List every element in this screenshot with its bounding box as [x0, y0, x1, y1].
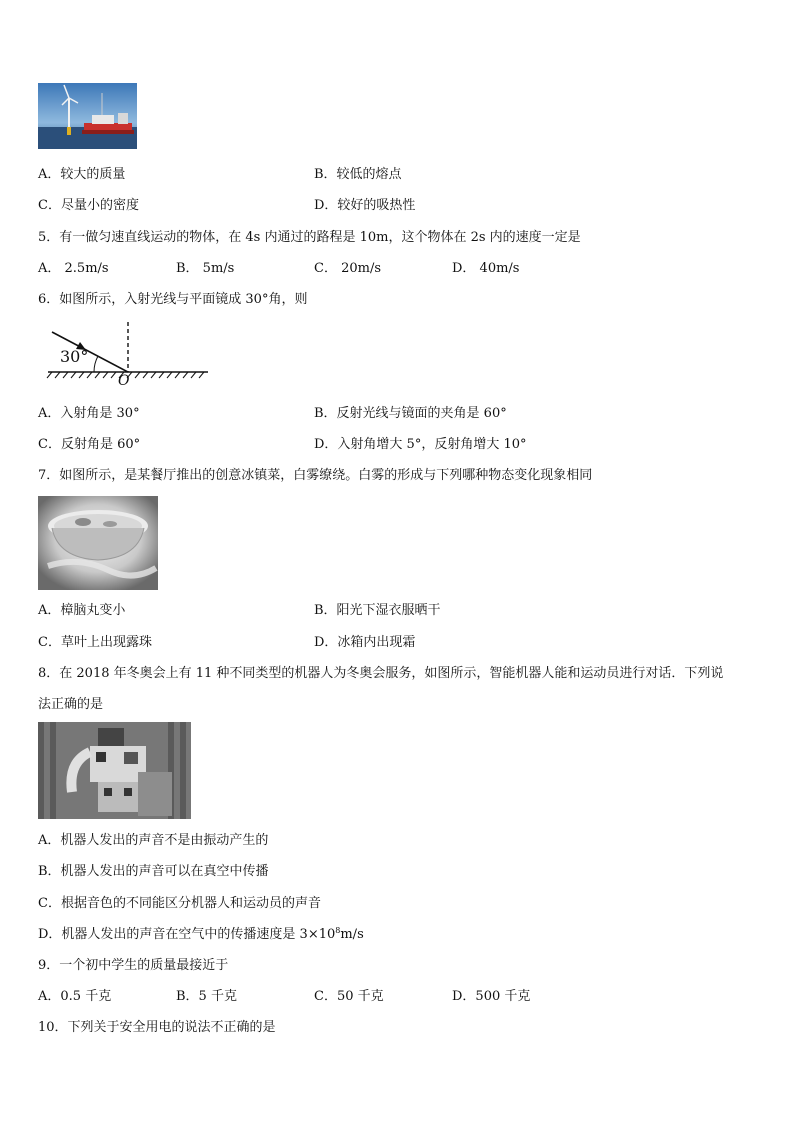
- q8-option-a: A．机器人发出的声音不是由振动产生的: [38, 833, 269, 848]
- q5-stem: 5．有一做匀速直线运动的物体，在 4s 内通过的路程是 10m，这个物体在 2s 内的速度一定是: [38, 230, 581, 245]
- q7-option-c: C．草叶上出现露珠: [38, 635, 152, 650]
- q6-angle-label: 30°: [60, 347, 89, 366]
- q8-option-d-unit: m/s: [340, 927, 364, 942]
- q7-option-b: B．阳光下湿衣服晒干: [314, 603, 441, 618]
- q4-option-b: B．较低的熔点: [314, 167, 402, 182]
- q10-stem: 10．下列关于安全用电的说法不正确的是: [38, 1020, 276, 1035]
- q6-option-c: C．反射角是 60°: [38, 437, 141, 452]
- q8-option-d-text: D．机器人发出的声音在空气中的传播速度是 3×10: [38, 927, 336, 942]
- q4-option-c: C．尽量小的密度: [38, 198, 139, 213]
- q5-option-b: B． 5m/s: [176, 261, 235, 276]
- q8-option-b: B．机器人发出的声音可以在真空中传播: [38, 864, 269, 879]
- q4-option-d: D．较好的吸热性: [314, 198, 416, 213]
- q4-option-a: A．较大的质量: [38, 167, 126, 182]
- q5-option-d: D． 40m/s: [452, 261, 520, 276]
- ice-dish-fog-photo: [38, 496, 158, 590]
- q9-option-c: C．50 千克: [314, 989, 384, 1004]
- q6-option-b: B．反射光线与镜面的夹角是 60°: [314, 406, 507, 421]
- q5-option-a: A． 2.5m/s: [38, 261, 109, 276]
- q7-option-a: A．樟脑丸变小: [38, 603, 126, 618]
- q8-option-d-exponent: 8: [335, 926, 341, 935]
- q9-option-b: B．5 千克: [176, 989, 237, 1004]
- q7-option-d: D．冰箱内出现霜: [314, 635, 416, 650]
- q8-stem-line2: 法正确的是: [38, 697, 104, 712]
- q9-stem: 9．一个初中学生的质量最接近于: [38, 958, 229, 973]
- q8-option-c: C．根据音色的不同能区分机器人和运动员的声音: [38, 896, 321, 911]
- q8-stem-line1: 8．在 2018 年冬奥会上有 11 种不同类型的机器人为冬奥会服务，如图所示，智能机器人能和运动员进行对话．下列说: [38, 666, 724, 681]
- wind-turbine-ship-photo: [38, 83, 137, 149]
- q7-stem: 7．如图所示，是某餐厅推出的创意冰镇菜，白雾缭绕。白雾的形成与下列哪种物态变化现象相同: [38, 468, 593, 483]
- q6-stem: 6．如图所示，入射光线与平面镜成 30°角，则: [38, 292, 308, 307]
- q9-option-a: A．0.5 千克: [38, 989, 112, 1004]
- q6-option-d: D．入射角增大 5°，反射角增大 10°: [314, 437, 527, 452]
- q8-option-d: [38, 926, 364, 944]
- q9-option-d: D．500 千克: [452, 989, 531, 1004]
- q6-point-label: O: [118, 373, 130, 389]
- q5-option-c: C． 20m/s: [314, 261, 381, 276]
- robot-photo: [38, 722, 191, 819]
- q6-option-a: A．入射角是 30°: [38, 406, 140, 421]
